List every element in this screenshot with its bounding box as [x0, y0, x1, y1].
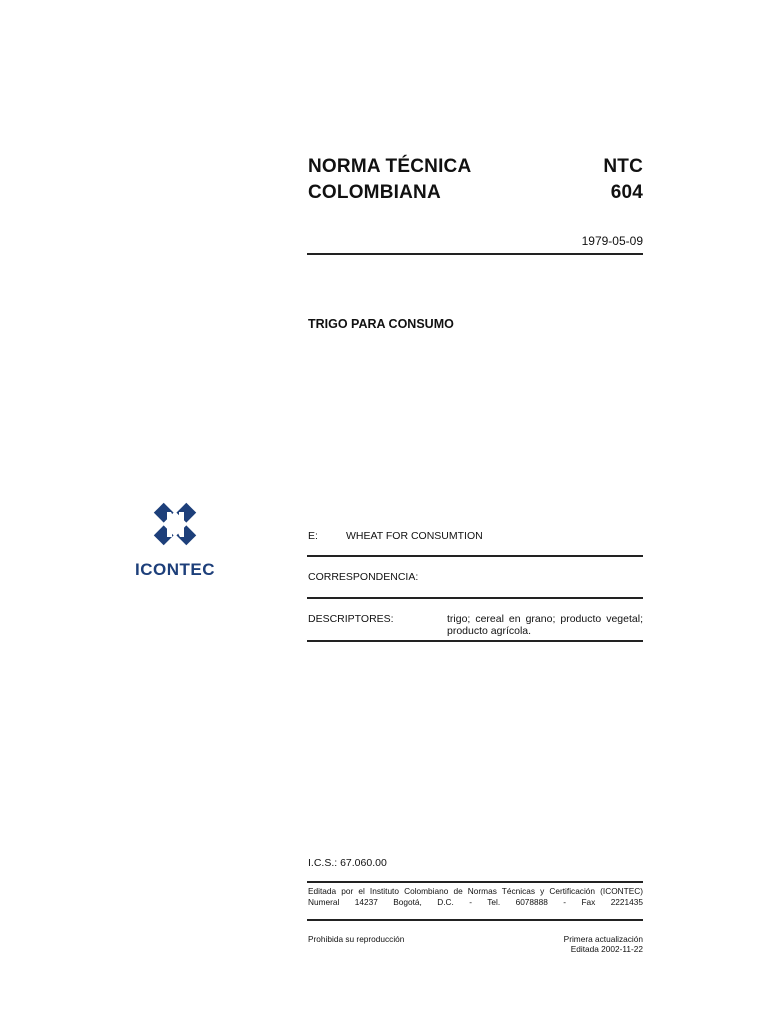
ics-code: I.C.S.: 67.060.00: [308, 857, 387, 869]
update-info: [564, 934, 643, 954]
reproduction-notice: Prohibida su reproducción: [308, 934, 405, 944]
icontec-logo: [120, 496, 230, 586]
update-info-line1: Primera actualización: [563, 934, 643, 944]
english-title-value: WHEAT FOR CONSUMTION: [346, 530, 483, 542]
standard-title: [308, 154, 471, 206]
header-divider: [307, 253, 643, 255]
standard-title-line1: NORMA TÉCNICA: [308, 156, 472, 177]
descriptores-value: trigo; cereal en grano; producto vegetal; producto agrícola.: [447, 613, 643, 637]
document-title: TRIGO PARA CONSUMO: [308, 317, 454, 331]
icontec-emblem-icon: [120, 496, 230, 560]
edition-info-line2: Numeral 14237 Bogotá, D.C. - Tel. 6078888 - Fax 2221435: [308, 897, 643, 907]
correspondencia-label: CORRESPONDENCIA:: [308, 571, 419, 583]
divider: [307, 597, 643, 599]
update-info-line2: Editada 2002-11-22: [570, 944, 643, 954]
divider: [307, 555, 643, 557]
divider: [307, 640, 643, 642]
standard-code-number: 604: [610, 182, 643, 203]
divider: [307, 919, 643, 921]
logo-wordmark: ICONTEC: [135, 560, 215, 579]
english-title-label: E:: [308, 530, 318, 542]
edition-info: [308, 886, 643, 908]
descriptores-label: DESCRIPTORES:: [308, 613, 394, 625]
standard-code-line1: NTC: [603, 156, 643, 177]
standard-title-line2: COLOMBIANA: [308, 182, 441, 203]
divider: [307, 881, 643, 883]
edition-info-line1: Editada por el Instituto Colombiano de Normas Técnicas y Certificación (ICONTEC): [308, 886, 643, 896]
publication-date: 1979-05-09: [581, 234, 643, 248]
standard-code: [603, 154, 643, 206]
